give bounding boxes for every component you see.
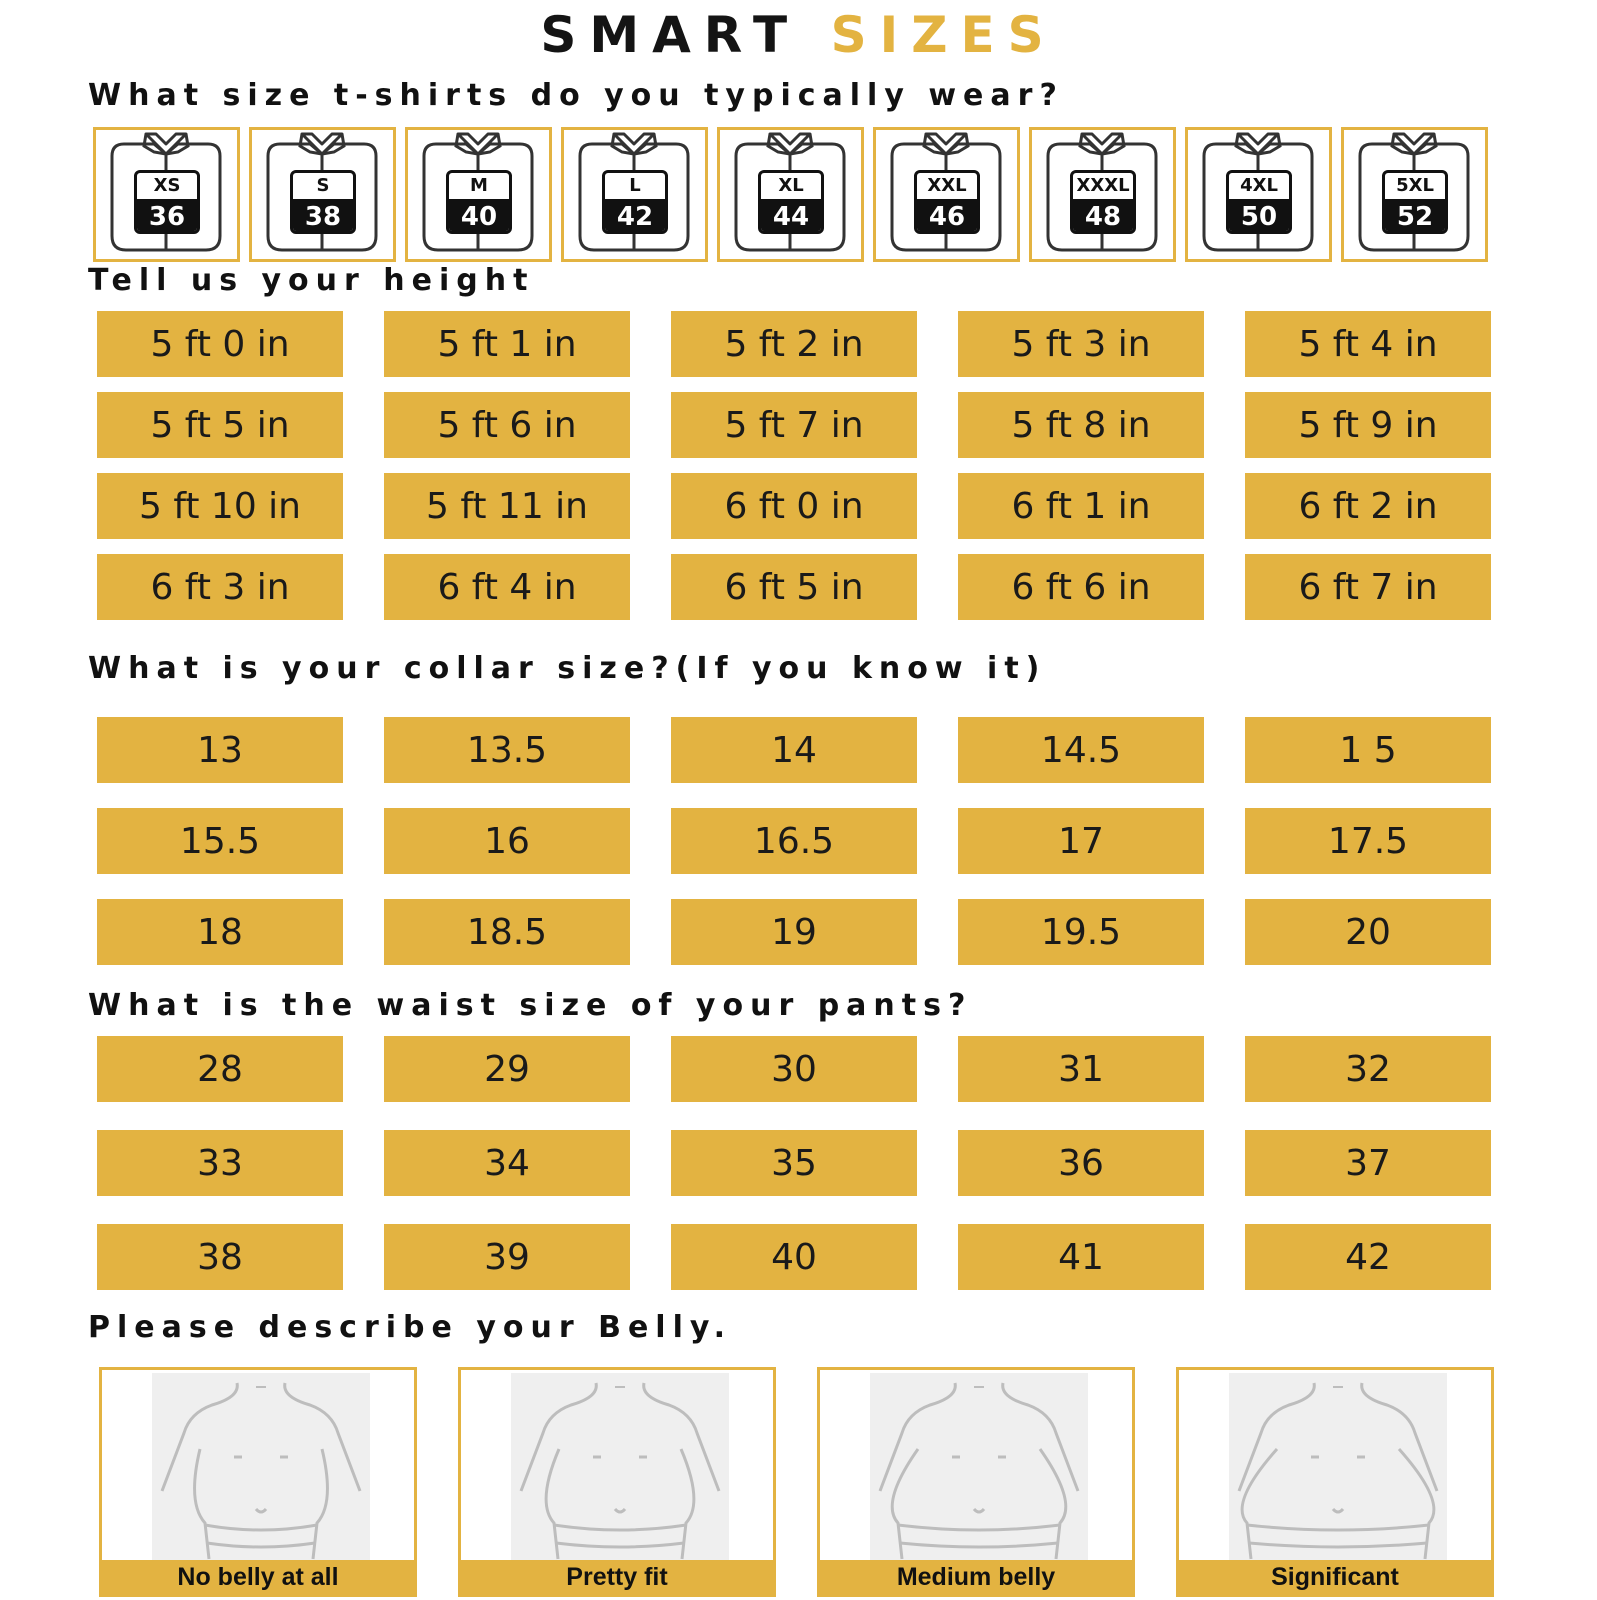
height-option[interactable]: 5 ft 6 in xyxy=(384,392,630,458)
size-number: 38 xyxy=(293,199,353,234)
tshirt-option-xxl[interactable] xyxy=(873,127,1020,262)
size-number: 44 xyxy=(761,199,821,234)
height-option[interactable]: 5 ft 11 in xyxy=(384,473,630,539)
waist-option[interactable]: 31 xyxy=(958,1036,1204,1102)
waist-option[interactable]: 35 xyxy=(671,1130,917,1196)
height-option[interactable]: 6 ft 0 in xyxy=(671,473,917,539)
belly-options xyxy=(99,1367,1535,1597)
tshirt-option-l[interactable] xyxy=(561,127,708,262)
body-pretty-fit-icon xyxy=(511,1373,729,1563)
height-option[interactable]: 5 ft 3 in xyxy=(958,311,1204,377)
waist-question: What is the waist size of your pants? xyxy=(88,988,973,1023)
tshirt-question: What size t-shirts do you typically wear? xyxy=(88,78,1064,113)
belly-option[interactable] xyxy=(458,1367,776,1597)
collar-option[interactable]: 1 5 xyxy=(1245,717,1491,783)
size-letter: XXXL xyxy=(1076,175,1130,196)
size-letter: S xyxy=(316,175,330,196)
tshirt-size-options xyxy=(93,127,1497,262)
size-tag xyxy=(1226,170,1292,234)
collar-option[interactable]: 19 xyxy=(671,899,917,965)
collar-option[interactable]: 16.5 xyxy=(671,808,917,874)
size-tag xyxy=(1382,170,1448,234)
height-option[interactable]: 6 ft 2 in xyxy=(1245,473,1491,539)
body-significant-belly-icon xyxy=(1229,1373,1447,1563)
height-options xyxy=(97,311,1491,620)
belly-option[interactable] xyxy=(1176,1367,1494,1597)
tshirt-option-xs[interactable] xyxy=(93,127,240,262)
waist-option[interactable]: 36 xyxy=(958,1130,1204,1196)
size-tag xyxy=(1070,170,1136,234)
waist-option[interactable]: 30 xyxy=(671,1036,917,1102)
collar-option[interactable]: 13.5 xyxy=(384,717,630,783)
belly-option[interactable] xyxy=(817,1367,1135,1597)
height-option[interactable]: 5 ft 9 in xyxy=(1245,392,1491,458)
height-option[interactable]: 6 ft 5 in xyxy=(671,554,917,620)
size-number: 46 xyxy=(917,199,977,234)
height-option[interactable]: 5 ft 4 in xyxy=(1245,311,1491,377)
belly-option-label: No belly at all xyxy=(102,1560,414,1594)
height-option[interactable]: 5 ft 0 in xyxy=(97,311,343,377)
size-number: 50 xyxy=(1229,199,1289,234)
collar-option[interactable]: 19.5 xyxy=(958,899,1204,965)
belly-option-label: Significant xyxy=(1179,1560,1491,1594)
collar-option[interactable]: 14 xyxy=(671,717,917,783)
body-no-belly-icon xyxy=(152,1373,370,1563)
belly-option-label: Medium belly xyxy=(820,1560,1132,1594)
height-option[interactable]: 5 ft 8 in xyxy=(958,392,1204,458)
height-option[interactable]: 5 ft 2 in xyxy=(671,311,917,377)
size-letter: 4XL xyxy=(1240,175,1278,196)
size-letter: M xyxy=(470,175,488,196)
size-number: 52 xyxy=(1385,199,1445,234)
tshirt-option-5xl[interactable] xyxy=(1341,127,1488,262)
height-option[interactable]: 6 ft 3 in xyxy=(97,554,343,620)
waist-option[interactable]: 32 xyxy=(1245,1036,1491,1102)
waist-option[interactable]: 41 xyxy=(958,1224,1204,1290)
collar-option[interactable]: 17 xyxy=(958,808,1204,874)
size-number: 36 xyxy=(137,199,197,234)
height-option[interactable]: 5 ft 1 in xyxy=(384,311,630,377)
size-tag xyxy=(446,170,512,234)
height-option[interactable]: 6 ft 4 in xyxy=(384,554,630,620)
tshirt-option-m[interactable] xyxy=(405,127,552,262)
page-title xyxy=(0,6,1597,64)
size-number: 48 xyxy=(1073,199,1133,234)
height-option[interactable]: 5 ft 10 in xyxy=(97,473,343,539)
size-tag xyxy=(758,170,824,234)
tshirt-option-s[interactable] xyxy=(249,127,396,262)
waist-option[interactable]: 29 xyxy=(384,1036,630,1102)
height-option[interactable]: 5 ft 5 in xyxy=(97,392,343,458)
size-number: 40 xyxy=(449,199,509,234)
waist-option[interactable]: 42 xyxy=(1245,1224,1491,1290)
collar-option[interactable]: 15.5 xyxy=(97,808,343,874)
height-option[interactable]: 6 ft 7 in xyxy=(1245,554,1491,620)
collar-option[interactable]: 18 xyxy=(97,899,343,965)
height-option[interactable]: 5 ft 7 in xyxy=(671,392,917,458)
waist-option[interactable]: 38 xyxy=(97,1224,343,1290)
collar-option[interactable]: 13 xyxy=(97,717,343,783)
height-option[interactable]: 6 ft 6 in xyxy=(958,554,1204,620)
collar-option[interactable]: 14.5 xyxy=(958,717,1204,783)
size-letter: 5XL xyxy=(1396,175,1434,196)
waist-option[interactable]: 34 xyxy=(384,1130,630,1196)
title-sizes: SIZES xyxy=(830,6,1057,64)
waist-option[interactable]: 40 xyxy=(671,1224,917,1290)
tshirt-option-xl[interactable] xyxy=(717,127,864,262)
belly-question: Please describe your Belly. xyxy=(88,1310,733,1345)
size-tag xyxy=(134,170,200,234)
size-tag xyxy=(914,170,980,234)
collar-option[interactable]: 18.5 xyxy=(384,899,630,965)
size-letter: XL xyxy=(778,175,804,196)
collar-question: What is your collar size?(If you know it) xyxy=(88,651,1047,686)
size-number: 42 xyxy=(605,199,665,234)
size-letter: XXL xyxy=(927,175,967,196)
waist-option[interactable]: 37 xyxy=(1245,1130,1491,1196)
belly-option[interactable] xyxy=(99,1367,417,1597)
height-option[interactable]: 6 ft 1 in xyxy=(958,473,1204,539)
waist-option[interactable]: 33 xyxy=(97,1130,343,1196)
waist-option[interactable]: 39 xyxy=(384,1224,630,1290)
collar-option[interactable]: 16 xyxy=(384,808,630,874)
size-letter: XS xyxy=(153,175,181,196)
height-question: Tell us your height xyxy=(88,263,535,298)
collar-options xyxy=(97,717,1491,965)
size-tag xyxy=(602,170,668,234)
collar-option[interactable]: 20 xyxy=(1245,899,1491,965)
body-medium-belly-icon xyxy=(870,1373,1088,1563)
collar-option[interactable]: 17.5 xyxy=(1245,808,1491,874)
size-letter: L xyxy=(629,175,641,196)
belly-option-label: Pretty fit xyxy=(461,1560,773,1594)
waist-option[interactable]: 28 xyxy=(97,1036,343,1102)
title-smart: SMART xyxy=(540,6,801,64)
tshirt-option-xxxl[interactable] xyxy=(1029,127,1176,262)
tshirt-option-4xl[interactable] xyxy=(1185,127,1332,262)
waist-options xyxy=(97,1036,1491,1290)
size-tag xyxy=(290,170,356,234)
